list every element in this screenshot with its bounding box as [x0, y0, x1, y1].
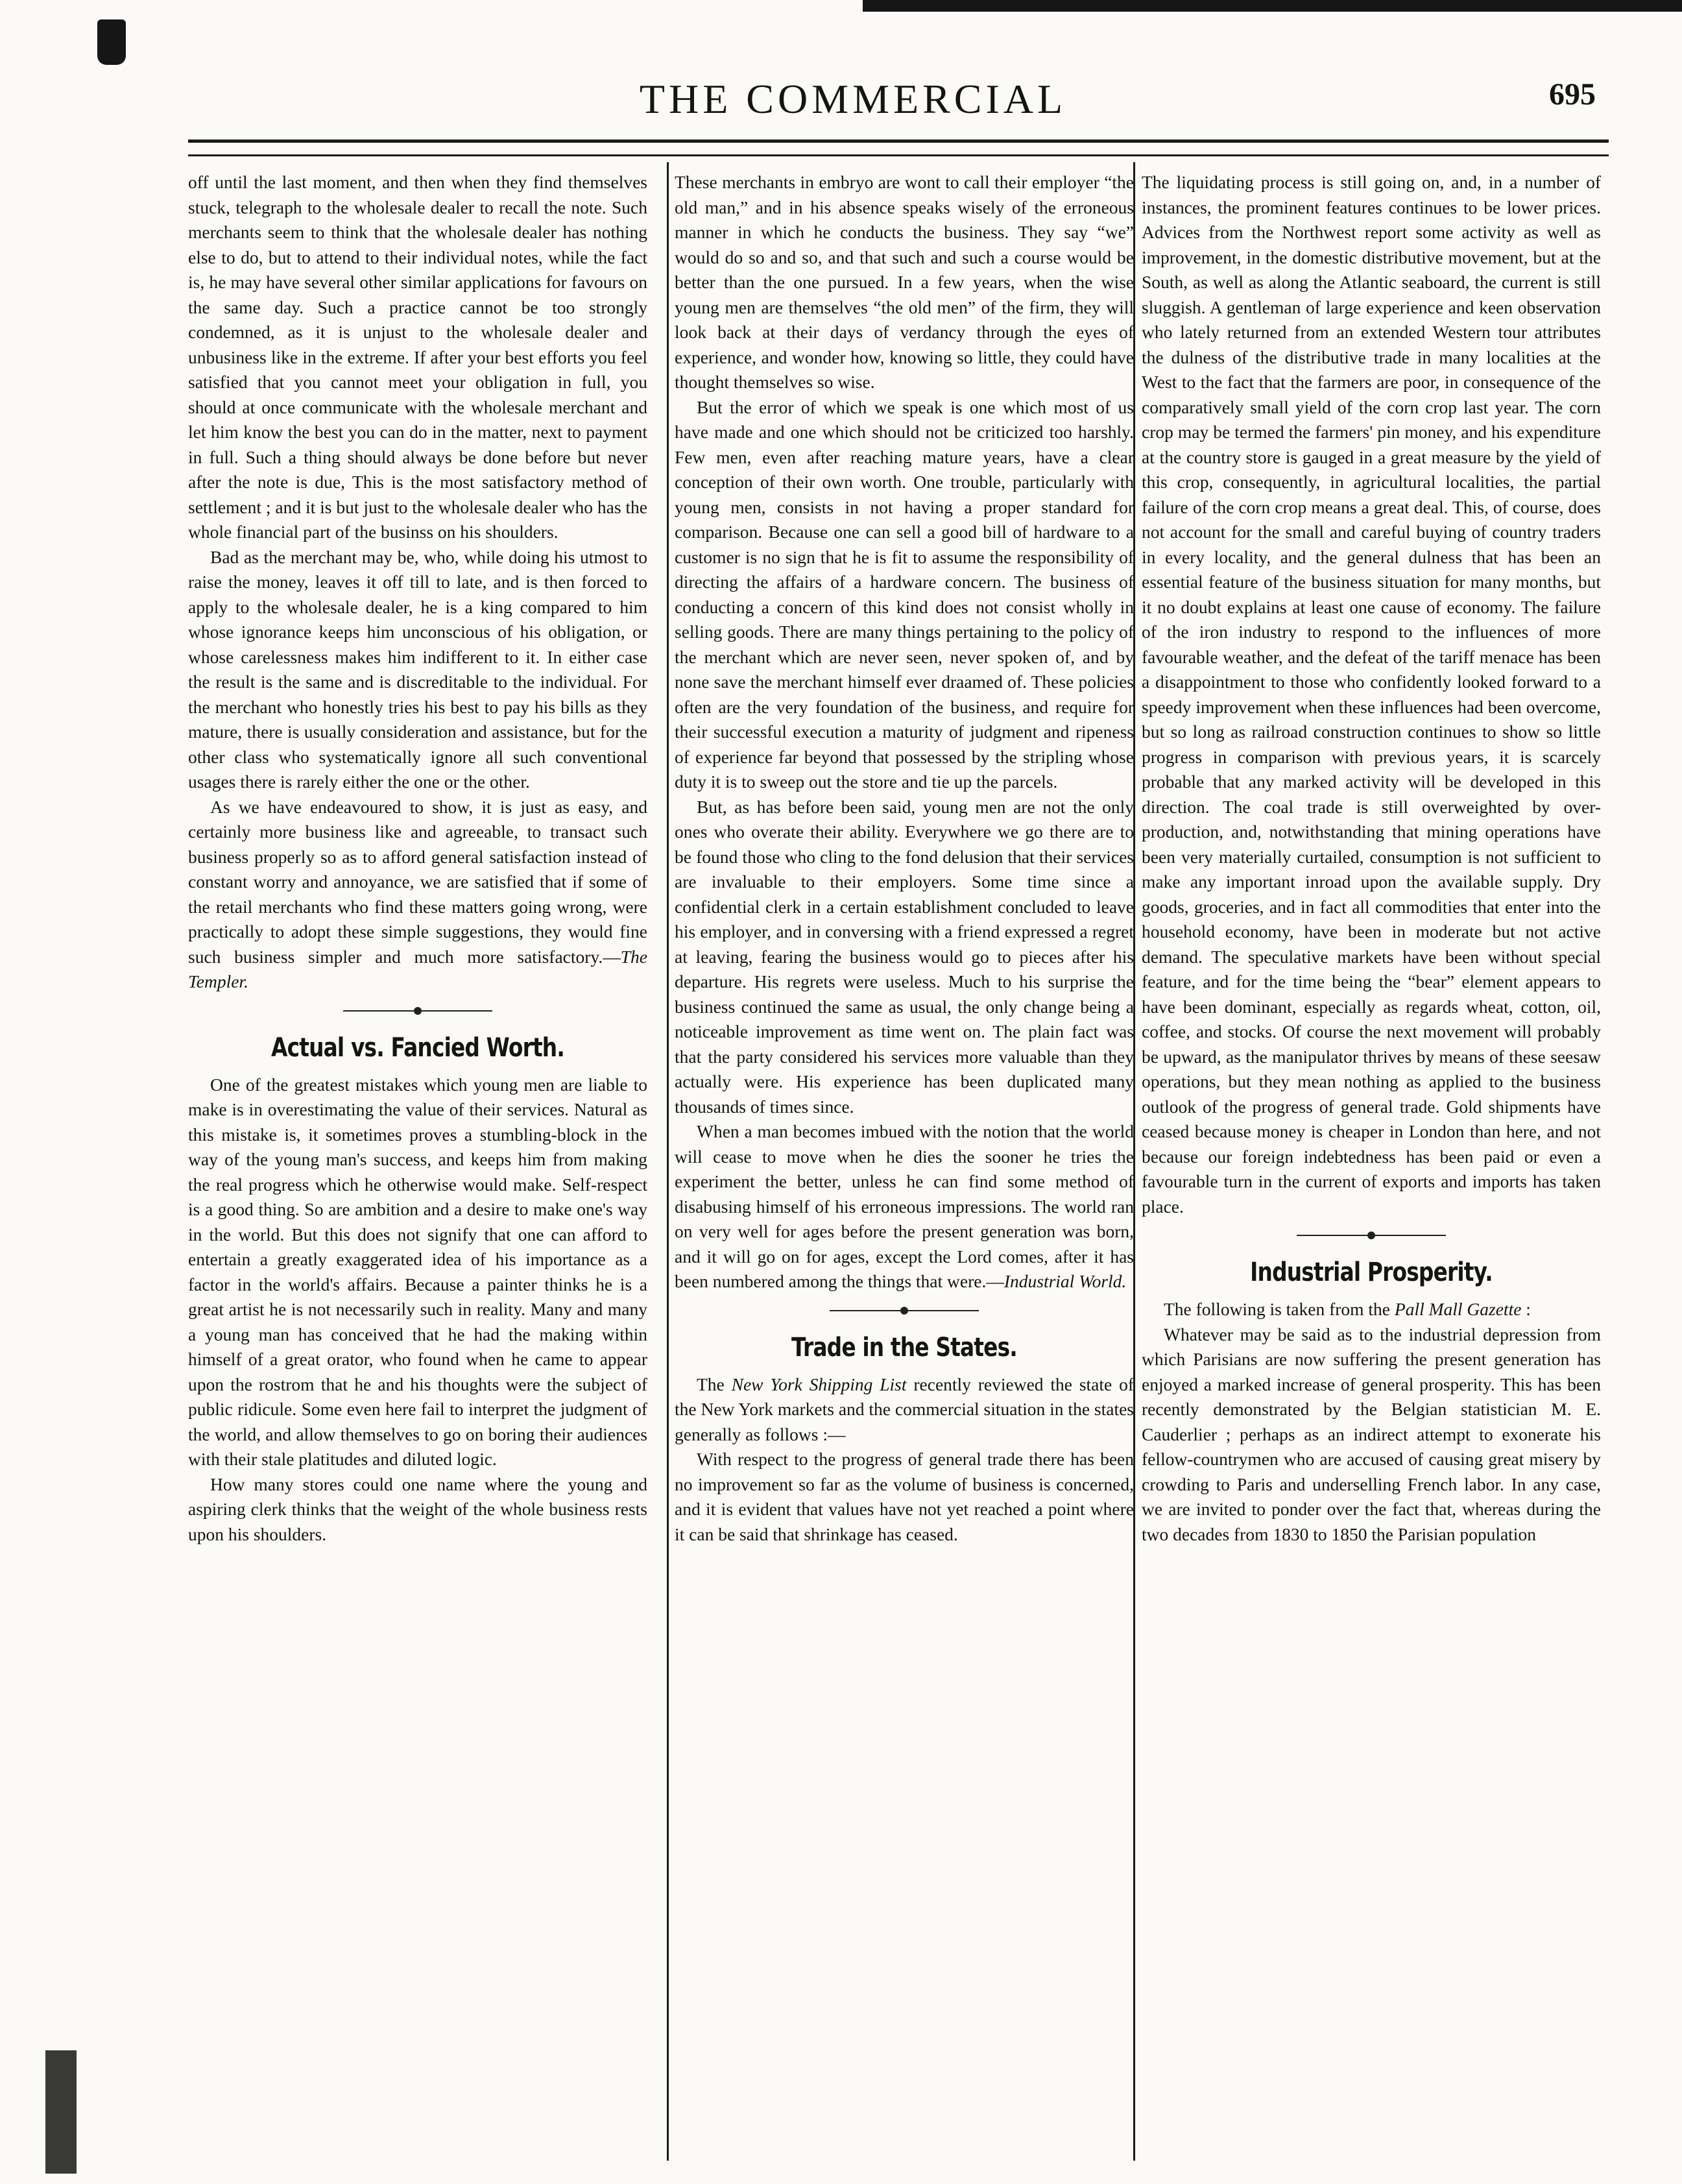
scan-mark-bottom-left	[45, 2050, 77, 2174]
source-attribution: Industrial World.	[1003, 1271, 1127, 1291]
paragraph: With respect to the progress of general trade there has been no improvement so far as the volume of business is concerned, and it is evident that values have not yet reached a point where it can be said that shrinkage has ceased.	[675, 1449, 1134, 1544]
article-heading: Actual vs. Fancied Worth.	[271, 1032, 564, 1063]
header-rule-thick	[188, 140, 1609, 143]
article-heading: Trade in the States.	[791, 1332, 1017, 1363]
paragraph-text: When a man becomes imbued with the notion that the world will cease to move when he dies the sooner he tries the experiment the better, unless he can find some method of disabusing himself of his erroneous impressions. The world ran on very well for ages before the present generation was born, and it will go on for ages, except the Lord comes, after it has been numbered among the things that were.—	[675, 1121, 1134, 1291]
paragraph-text: recently reviewed the state of the New York markets and the commercial situation in the states generally as follows :—	[675, 1374, 1134, 1444]
source-attribution: The Templer.	[188, 946, 647, 991]
paragraph: But, as has before been said, young men are not the only ones who overate their ability. Everywhere we go there are to be found those who cling to the fond delusion that their services are invaluable to their employers. Some time since a confidential clerk in a certain establishment concluded to leave his employer, and in conversing with a friend expressed a regret at leaving, fearing the business would go to pieces after his departure. His regrets were useless. Much to his surprise the business continued the same as usual, the only change being a noticeable improvement as time went on. The plain fact was that the party considered his services more valuable than they actually were. His experience has been duplicated many thousands of times since.	[675, 796, 1134, 1117]
paragraph: Whatever may be said as to the industrial depression from which Parisians are now suffering the present generation has enjoyed a marked increase of general prosperity. This has been recently demonstrated by the Belgian statistician M. E. Cauderlier ; perhaps as an indirect attempt to exonerate his fellow-countrymen who are accused of causing great misery by crowding to Paris and underselling French labor. In any case, we are invited to ponder over the fact that, whereas during the two decades from 1830 to 1850 the Parisian population	[1142, 1324, 1601, 1544]
paragraph: The liquidating process is still going on, and, in a number of instances, the prominent features continues to be lower prices. Advices from the Northwest report some activity as well as improvement, in the domestic distributive movement, but at the South, as well as along the Atlantic seaboard, the current is still sluggish. A gentleman of large experience and keen observation who lately returned from an extended Western tour attributes the dulness of the distributive trade in many localities at the West to the fact that the farmers are poor, in consequence of the comparatively small yield of the corn crop last year. The corn crop may be termed the farmers' pin money, and his expenditure at the country store is gauged in a great measure by the yield of this crop, consequently, in agricultural localities, the partial failure of the corn crop means a great deal. This, of course, does not account for the small and careful buying of country traders in every locality, and the general dulness that has been an essential feature of the business situation for many months, but it no doubt explains at least one cause of economy. The failure of the iron industry to respond to the influences of more favourable weather, and the defeat of the tariff menace has been a disappointment to those who confidently looked forward to a speedy improvement when these influences had been overcome, but so long as railroad construction continues to show so little progress in comparison with previous years, it is scarcely probable that any marked activity will be developed in this direction. The coal trade is still overweighted by over-production, and, notwithstanding that mining operations have been very materially curtailed, consumption is not sufficient to make any important inroad upon the available supply. Dry goods, groceries, and in fact all commodities that enter into the household economy, have been in moderate but not active demand. The speculative markets have been without special feature, and for the time being the “bear” element appears to have been dominant, especially as regards wheat, cotton, oil, coffee, and stocks. Of course the next movement will probably be upward, as the manipulator thrives by means of these seesaw operations, but they mean nothing as applied to the business outlook of the progress of general trade. Gold shipments have ceased because money is cheaper in London than here, and not because our foreign indebtedness has been paid or even a favourable turn in the current of exports and imports has taken place.	[1142, 172, 1601, 1217]
paragraph: Bad as the merchant may be, who, while doing his utmost to raise the money, leaves it off till to late, and is then forced to apply to the wholesale dealer, he is a king compared to him whose ignorance keeps him unconscious of his obligation, or whose carelessness makes him indifferent to it. In either case the result is the same and is discreditable to the individual. For the merchant who honestly tries his best to pay his bills as they mature, there is usually consideration and assistance, but for the other class who systematically ignore all such conventional usages there is rarely either the one or the other.	[188, 546, 647, 792]
paragraph-text: As we have endeavoured to show, it is just as easy, and certainly more business like and agreeable, to transact such business properly so as to afford general satisfaction instead of constant worry and annoyance, we are satisfied that if some of the retail merchants who find these matters going wrong, were practically to adopt these simple suggestions, they would fine such business simpler and much more satisfactory.—	[188, 796, 647, 967]
column-1	[188, 170, 647, 2155]
section-divider	[830, 1304, 979, 1318]
paragraph	[675, 1372, 1134, 1448]
publication-name: New York Shipping List	[731, 1374, 907, 1394]
paragraph	[1142, 1297, 1601, 1322]
publication-name: Pall Mall Gazette	[1394, 1299, 1522, 1319]
column-2	[675, 170, 1134, 2155]
paragraph: How many stores could one name where the young and aspiring clerk thinks that the weight of the whole business rests upon his shoulders.	[188, 1474, 647, 1544]
paragraph: But the error of which we speak is one which most of us have made and one which should not be criticized too harshly. Few men, even after reaching mature years, have a clear conception of their own worth. One trouble, particularly with young men, consists in not having a proper standard for comparison. Because one can sell a good bill of hardware to a customer is no sign that he is fit to assume the responsibility of directing the affairs of a hardware concern. The business of conducting a concern of this kind does not consist wholly in selling goods. There are many things pertaining to the policy of the merchant which are never seen, never spoken of, and by none save the merchant himself ever draamed of. These policies often are the very foundation of the business, and require for their successful execution a maturity of judgment and ripeness of experience far beyond that possessed by the stripling whose duty it is to sweep out the store and tie up the parcels.	[675, 396, 1134, 792]
header-rule-thin	[188, 154, 1609, 156]
scan-mark-top-right	[863, 0, 1682, 12]
paragraph-text: The	[697, 1374, 732, 1394]
page-number: 695	[1549, 77, 1596, 112]
paragraph-text: The following is taken from the	[1164, 1299, 1395, 1319]
article-heading: Industrial Prosperity.	[1250, 1257, 1493, 1287]
page-header	[104, 62, 1602, 134]
paragraph	[675, 1119, 1134, 1294]
column-3	[1142, 170, 1601, 2155]
paragraph: These merchants in embryo are wont to call their employer “the old man,” and in his absence speaks wisely of the erroneous manner in which he conducts the business. They say “we” would do so and so, and that such and such a course would be better than the one pursued. In a few years, when the wise young men are themselves “the old men” of the firm, they will look back at their days of verdancy through the eyes of experience, and wonder how, knowing so little, they could have thought themselves so wise.	[675, 172, 1134, 392]
column-divider-1	[667, 162, 669, 2161]
paragraph-text: :	[1521, 1299, 1531, 1319]
paragraph: One of the greatest mistakes which young men are liable to make is in overestimating the value of their services. Natural as this mistake is, it sometimes proves a stumbling-block in the way of the young man's success, and keeps him from making the real progress which he otherwise would make. Self-respect is a good thing. So are ambition and a desire to make one's way in the world. But this does not signify that one can afford to entertain a greatly exaggerated idea of his importance as a factor in the world's affairs. Because a painter thinks he is a great artist he is not necessarily such in reality. Many and many a young man has conceived that he had the making within himself of a great orator, who found when he came to appear upon the rostrom that he and his thoughts were the subject of public ridicule. Some even here fail to interpret the judgment of the world, and allow themselves to go on boring their audiences with their stale platitudes and diluted logic.	[188, 1074, 647, 1469]
paragraph: off until the last moment, and then when they find themselves stuck, telegraph to the wholesale dealer to recall the note. Such merchants seem to think that the wholesale dealer has nothing else to do, but to attend to their individual notes, while the fact is, he may have several other similar applications for favours on the same day. Such a practice cannot be too strongly condemned, as it is unjust to the wholesale dealer and unbusiness like in the extreme. If after your best efforts you feel satisfied that you cannot meet your obligation in full, you should at once communicate with the wholesale merchant and let him know the best you can do in the matter, next to payment in full. Such a thing should always be done before but never after the note is due, This is the most satisfactory method of settlement ; and it is but just to the wholesale dealer who has the whole financial part of the businss on his shoulders.	[188, 172, 647, 542]
paragraph	[188, 795, 647, 995]
publication-title: THE COMMERCIAL	[639, 76, 1067, 122]
section-divider	[1297, 1228, 1446, 1243]
section-divider	[343, 1004, 492, 1018]
scan-mark-top-left	[97, 19, 126, 65]
